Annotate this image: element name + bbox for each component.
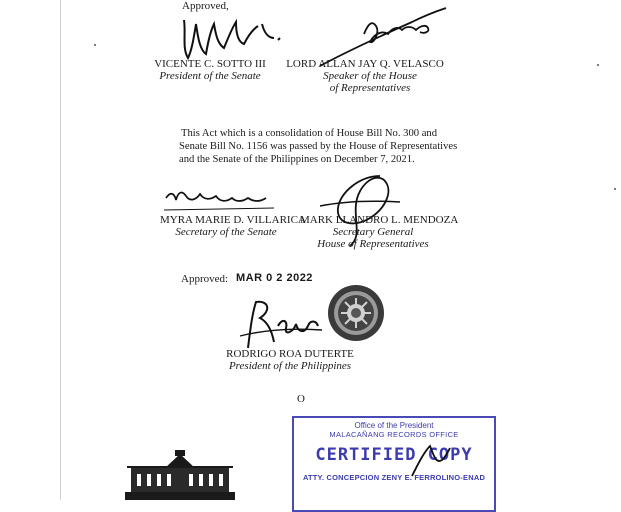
house-secretary-title-line2: House of Representatives bbox=[317, 238, 429, 250]
house-secretary-title-line1: Secretary General bbox=[332, 226, 414, 238]
house-speaker-title-line2: of Representatives bbox=[329, 82, 411, 94]
senate-secretary-title: Secretary of the Senate bbox=[175, 226, 277, 238]
stamp-office-line: Office of the President bbox=[354, 421, 434, 430]
stamp-signature bbox=[408, 440, 452, 480]
stamp-attestation: ATTY. CONCEPCION ZENY E. FERROLINO-ENAD bbox=[302, 473, 486, 482]
senate-secretary-name: MYRA MARIE D. VILLARICA bbox=[160, 214, 306, 226]
malacanang-building-emblem bbox=[125, 448, 235, 500]
scan-speck bbox=[94, 44, 96, 46]
house-speaker-name: LORD ALLAN JAY Q. VELASCO bbox=[286, 58, 444, 70]
house-secretary-name: MARK LLANDRO L. MENDOZA bbox=[300, 214, 459, 226]
stamp-headline: CERTIFIED COPY bbox=[315, 445, 473, 465]
certification-paragraph bbox=[179, 127, 479, 166]
page-marker: O bbox=[297, 393, 305, 405]
president-signature bbox=[238, 296, 324, 352]
senate-president-name: VICENTE C. SOTTO III bbox=[154, 58, 266, 70]
top-approved-label: Approved, bbox=[182, 0, 229, 12]
senate-president-title: President of the Senate bbox=[159, 70, 261, 82]
senate-secretary-signature bbox=[162, 186, 282, 212]
president-title: President of the Philippines bbox=[228, 360, 352, 372]
certification-line: and the Senate of the Philippines on December 7, 2021. bbox=[179, 154, 415, 165]
scan-speck bbox=[614, 188, 616, 190]
certification-line: This Act which is a consolidation of House Bill No. 300 and bbox=[181, 128, 437, 139]
page-margin-line bbox=[60, 0, 61, 500]
president-name: RODRIGO ROA DUTERTE bbox=[226, 348, 354, 360]
certified-copy-stamp bbox=[292, 416, 496, 512]
approval-date-stamp: MAR 0 2 2022 bbox=[236, 272, 313, 284]
presidential-seal bbox=[326, 283, 386, 343]
scan-speck bbox=[597, 64, 599, 66]
approval-label: Approved: bbox=[181, 273, 229, 285]
senate-president-signature bbox=[178, 14, 288, 64]
house-speaker-title-line1: Speaker of the House bbox=[323, 70, 417, 82]
certification-line: Senate Bill No. 1156 was passed by the House of Representatives bbox=[179, 141, 458, 152]
stamp-records-office-line: MALACAÑANG RECORDS OFFICE bbox=[329, 430, 459, 439]
